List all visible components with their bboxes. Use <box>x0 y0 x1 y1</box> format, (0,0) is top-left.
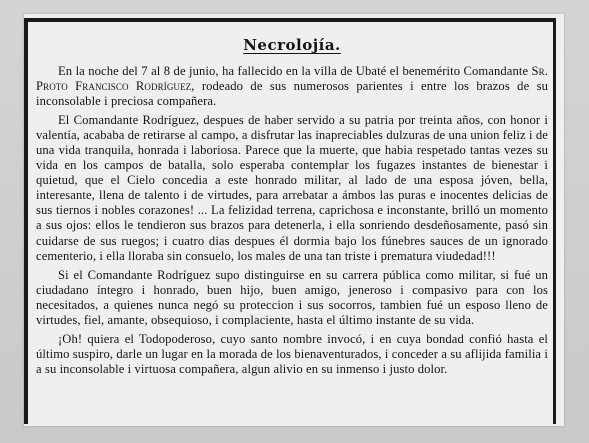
paragraph-4: ¡Oh! quiera el Todopoderoso, cuyo santo nombre invocó, i en cuya bondad confió hasta el último suspiro, darle un lugar en la morada de los bienaventurados, i conceder a su aflijida familia i a su inconsolable i virtuosa compañera, algun alivio en su inmenso i justo dolor. <box>36 331 548 376</box>
article-body <box>36 28 548 381</box>
top-border-rule <box>24 18 556 22</box>
paragraph-1-lead: En la noche del 7 al 8 de junio, ha fallecido en la villa de Ubaté el benemérito Comandante <box>58 64 532 78</box>
paragraph-2: El Comandante Rodríguez, despues de haber servido a su patria por treinta años, con honor i valentía, acababa de retirarse al campo, a disfrutar las inapreciables dulzuras de una union feliz i de una vida tranquila, honrada i laboriosa. Parece que la muerte, que habia respetado tantas vezes su vida en los campos de batalla, solo esperaba contemplar los fugazes instantes de bienestar i quietud, que el Cielo concedia a este honrado militar, al lado de una esposa jóven, bella, interesante, llena de talento i de virtudes, para arrebatar a ámbos las puras e inocentes delicias de sus tiernos i nobles corazones! ... La felizidad terrena, caprichosa e inconstante, brilló un momento a sus ojos: ellos le tendieron sus brazos para detenerla, i ella sonriendo desdeñosamente, pasó sin cuidarse de sus ruegos; i cuatro dias despues él dormia bajo los fúnebres sauces de un ignorado cementerio, i ella lloraba sin consuelo, los males de una tan triste i prematura viudedad!!! <box>36 113 548 263</box>
paragraph-1 <box>36 64 548 109</box>
right-border-rule <box>553 22 556 424</box>
paragraph-3: Si el Comandante Rodríguez supo distinguirse en su carrera pública como militar, si fué un ciudadano íntegro i honrado, buen hijo, buen amigo, jeneroso i compasivo para con los necesitados, a quienes nunca negó su proteccion i sus socorros, tambien fué un esposo lleno de virtudes, fiel, amante, obsequioso, i complaciente, hasta el último instante de su vida. <box>36 267 548 327</box>
article-title: Necrolojía. <box>243 36 341 54</box>
paragraph-1-tail: , rodeado de sus numerosos parientes i entre los brazos de su inconsolable i preciosa compañera. <box>36 79 548 109</box>
left-border-rule <box>24 18 28 424</box>
deceased-name: Sr. Proto Francisco Rodríguez <box>36 64 548 94</box>
